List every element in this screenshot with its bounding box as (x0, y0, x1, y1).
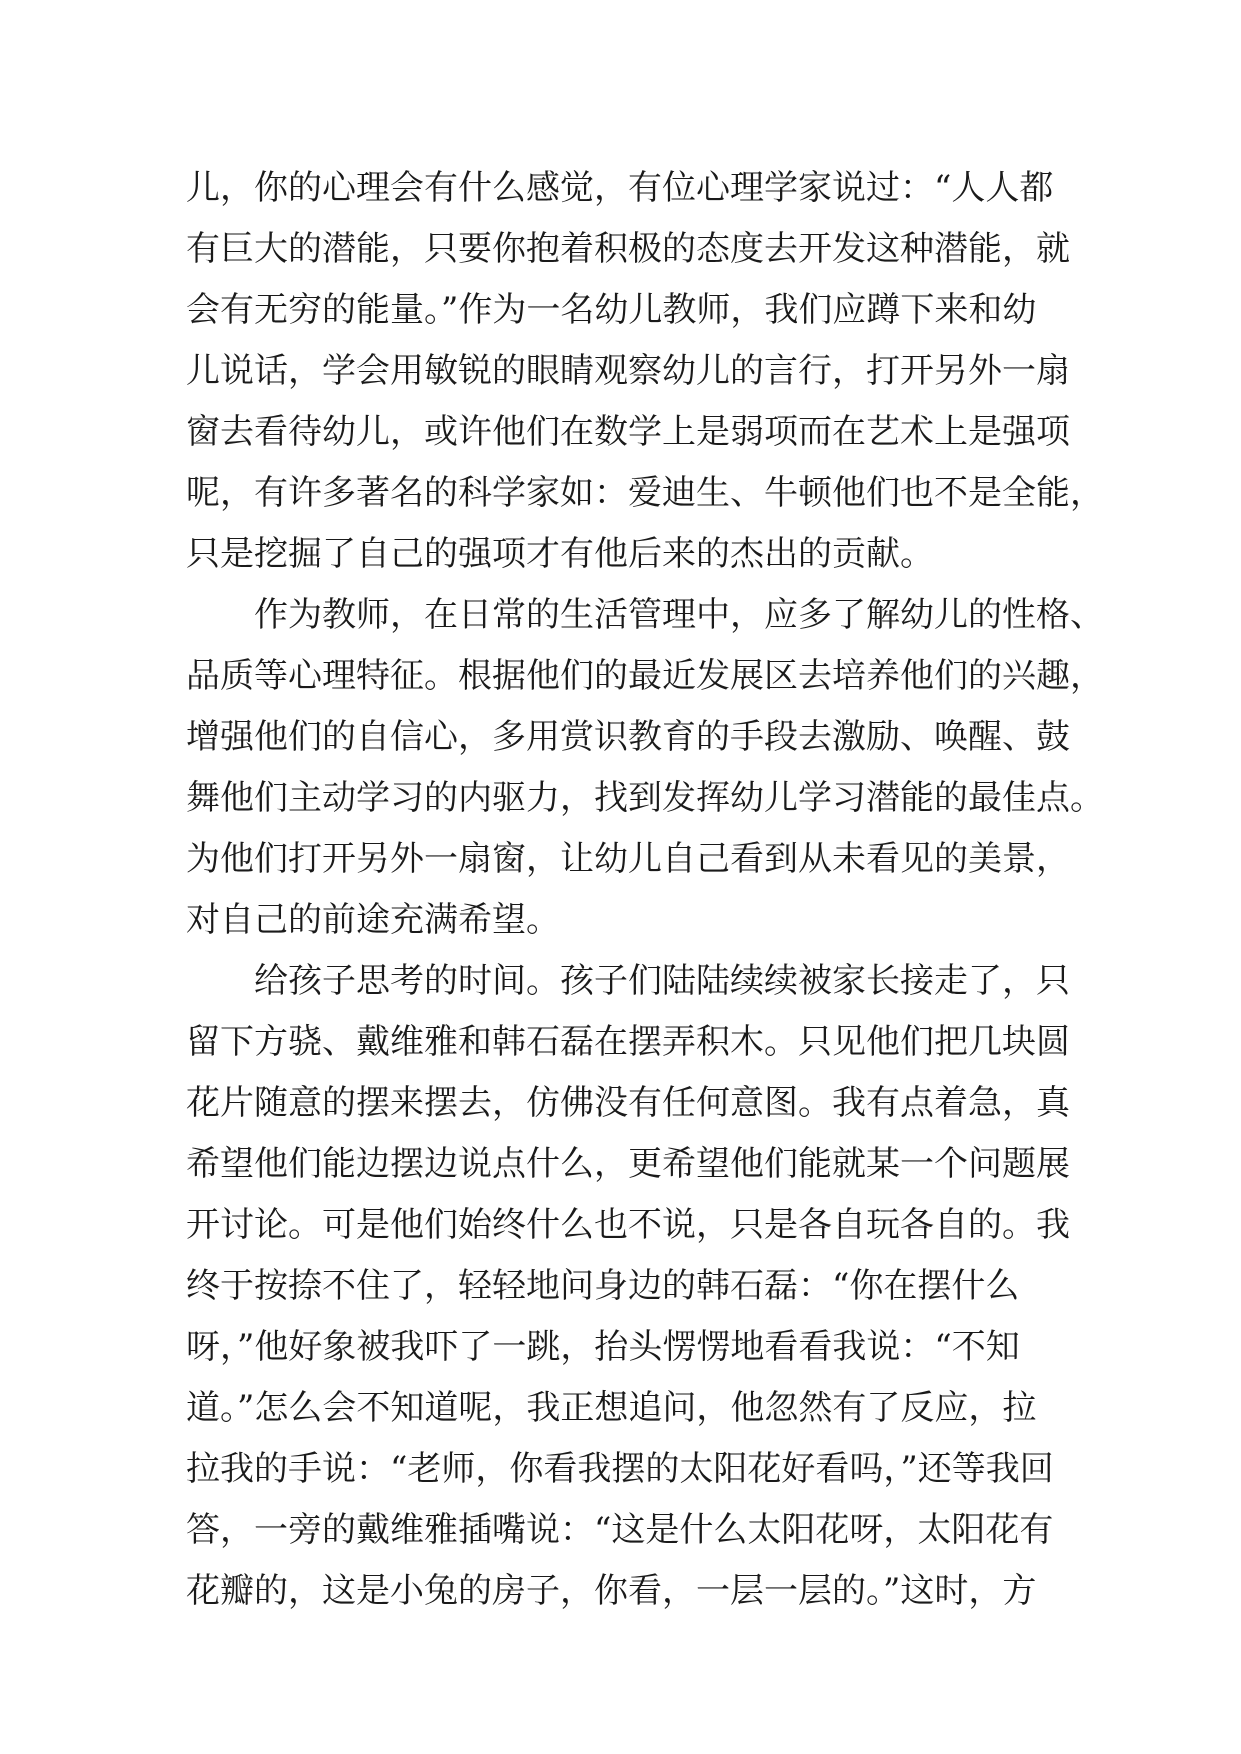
text-line: 花瓣的，这是小兔的房子，你看，一层一层的。”这时，方 (186, 1571, 1037, 1611)
text-line: 儿，你的心理会有什么感觉，有位心理学家说过：“人人都 (186, 168, 1054, 208)
text-line: 增强他们的自信心，多用赏识教育的手段去激励、唤醒、鼓 (186, 717, 1070, 757)
text-line: 终于按捺不住了，轻轻地问身边的韩石磊：“你在摆什么 (186, 1266, 1020, 1306)
text-line: 呢，有许多著名的科学家如：爱迪生、牛顿他们也不是全能， (186, 473, 1104, 513)
text-line: 道。”怎么会不知道呢，我正想追问，他忽然有了反应，拉 (186, 1388, 1037, 1428)
text-line: 窗去看待幼儿，或许他们在数学上是弱项而在艺术上是强项 (186, 412, 1070, 452)
text-line: 对自己的前途充满希望。 (186, 900, 560, 940)
text-line: 会有无穷的能量。”作为一名幼儿教师，我们应蹲下来和幼 (186, 290, 1037, 330)
text-line: 开讨论。可是他们始终什么也不说，只是各自玩各自的。我 (186, 1205, 1070, 1245)
text-line: 有巨大的潜能，只要你抱着积极的态度去开发这种潜能，就 (186, 229, 1070, 269)
text-line: 只是挖掘了自己的强项才有他后来的杰出的贡献。 (186, 534, 934, 574)
text-line: 答，一旁的戴维雅插嘴说：“这是什么太阳花呀，太阳花有 (186, 1510, 1054, 1550)
body-text (186, 158, 1104, 1622)
text-line: 留下方骁、戴维雅和韩石磊在摆弄积木。只见他们把几块圆 (186, 1022, 1070, 1062)
text-line: 儿说话，学会用敏锐的眼睛观察幼儿的言行，打开另外一扇 (186, 351, 1070, 391)
text-line: 为他们打开另外一扇窗，让幼儿自己看到从未看见的美景， (186, 839, 1070, 879)
text-line: 品质等心理特征。根据他们的最近发展区去培养他们的兴趣， (186, 656, 1104, 696)
text-line: 拉我的手说：“老师，你看我摆的太阳花好看吗，”还等我回 (186, 1449, 1054, 1489)
text-line: 舞他们主动学习的内驱力，找到发挥幼儿学习潜能的最佳点。 (186, 778, 1104, 818)
paragraph-first-line: 给孩子思考的时间。孩子们陆陆续续被家长接走了，只 (254, 961, 1070, 1001)
paragraph-first-line: 作为教师，在日常的生活管理中，应多了解幼儿的性格、 (254, 595, 1104, 635)
text-line: 呀，”他好象被我吓了一跳，抬头愣愣地看看我说：“不知 (186, 1327, 1020, 1367)
text-line: 花片随意的摆来摆去，仿佛没有任何意图。我有点着急，真 (186, 1083, 1070, 1123)
text-line: 希望他们能边摆边说点什么，更希望他们能就某一个问题展 (186, 1144, 1070, 1184)
